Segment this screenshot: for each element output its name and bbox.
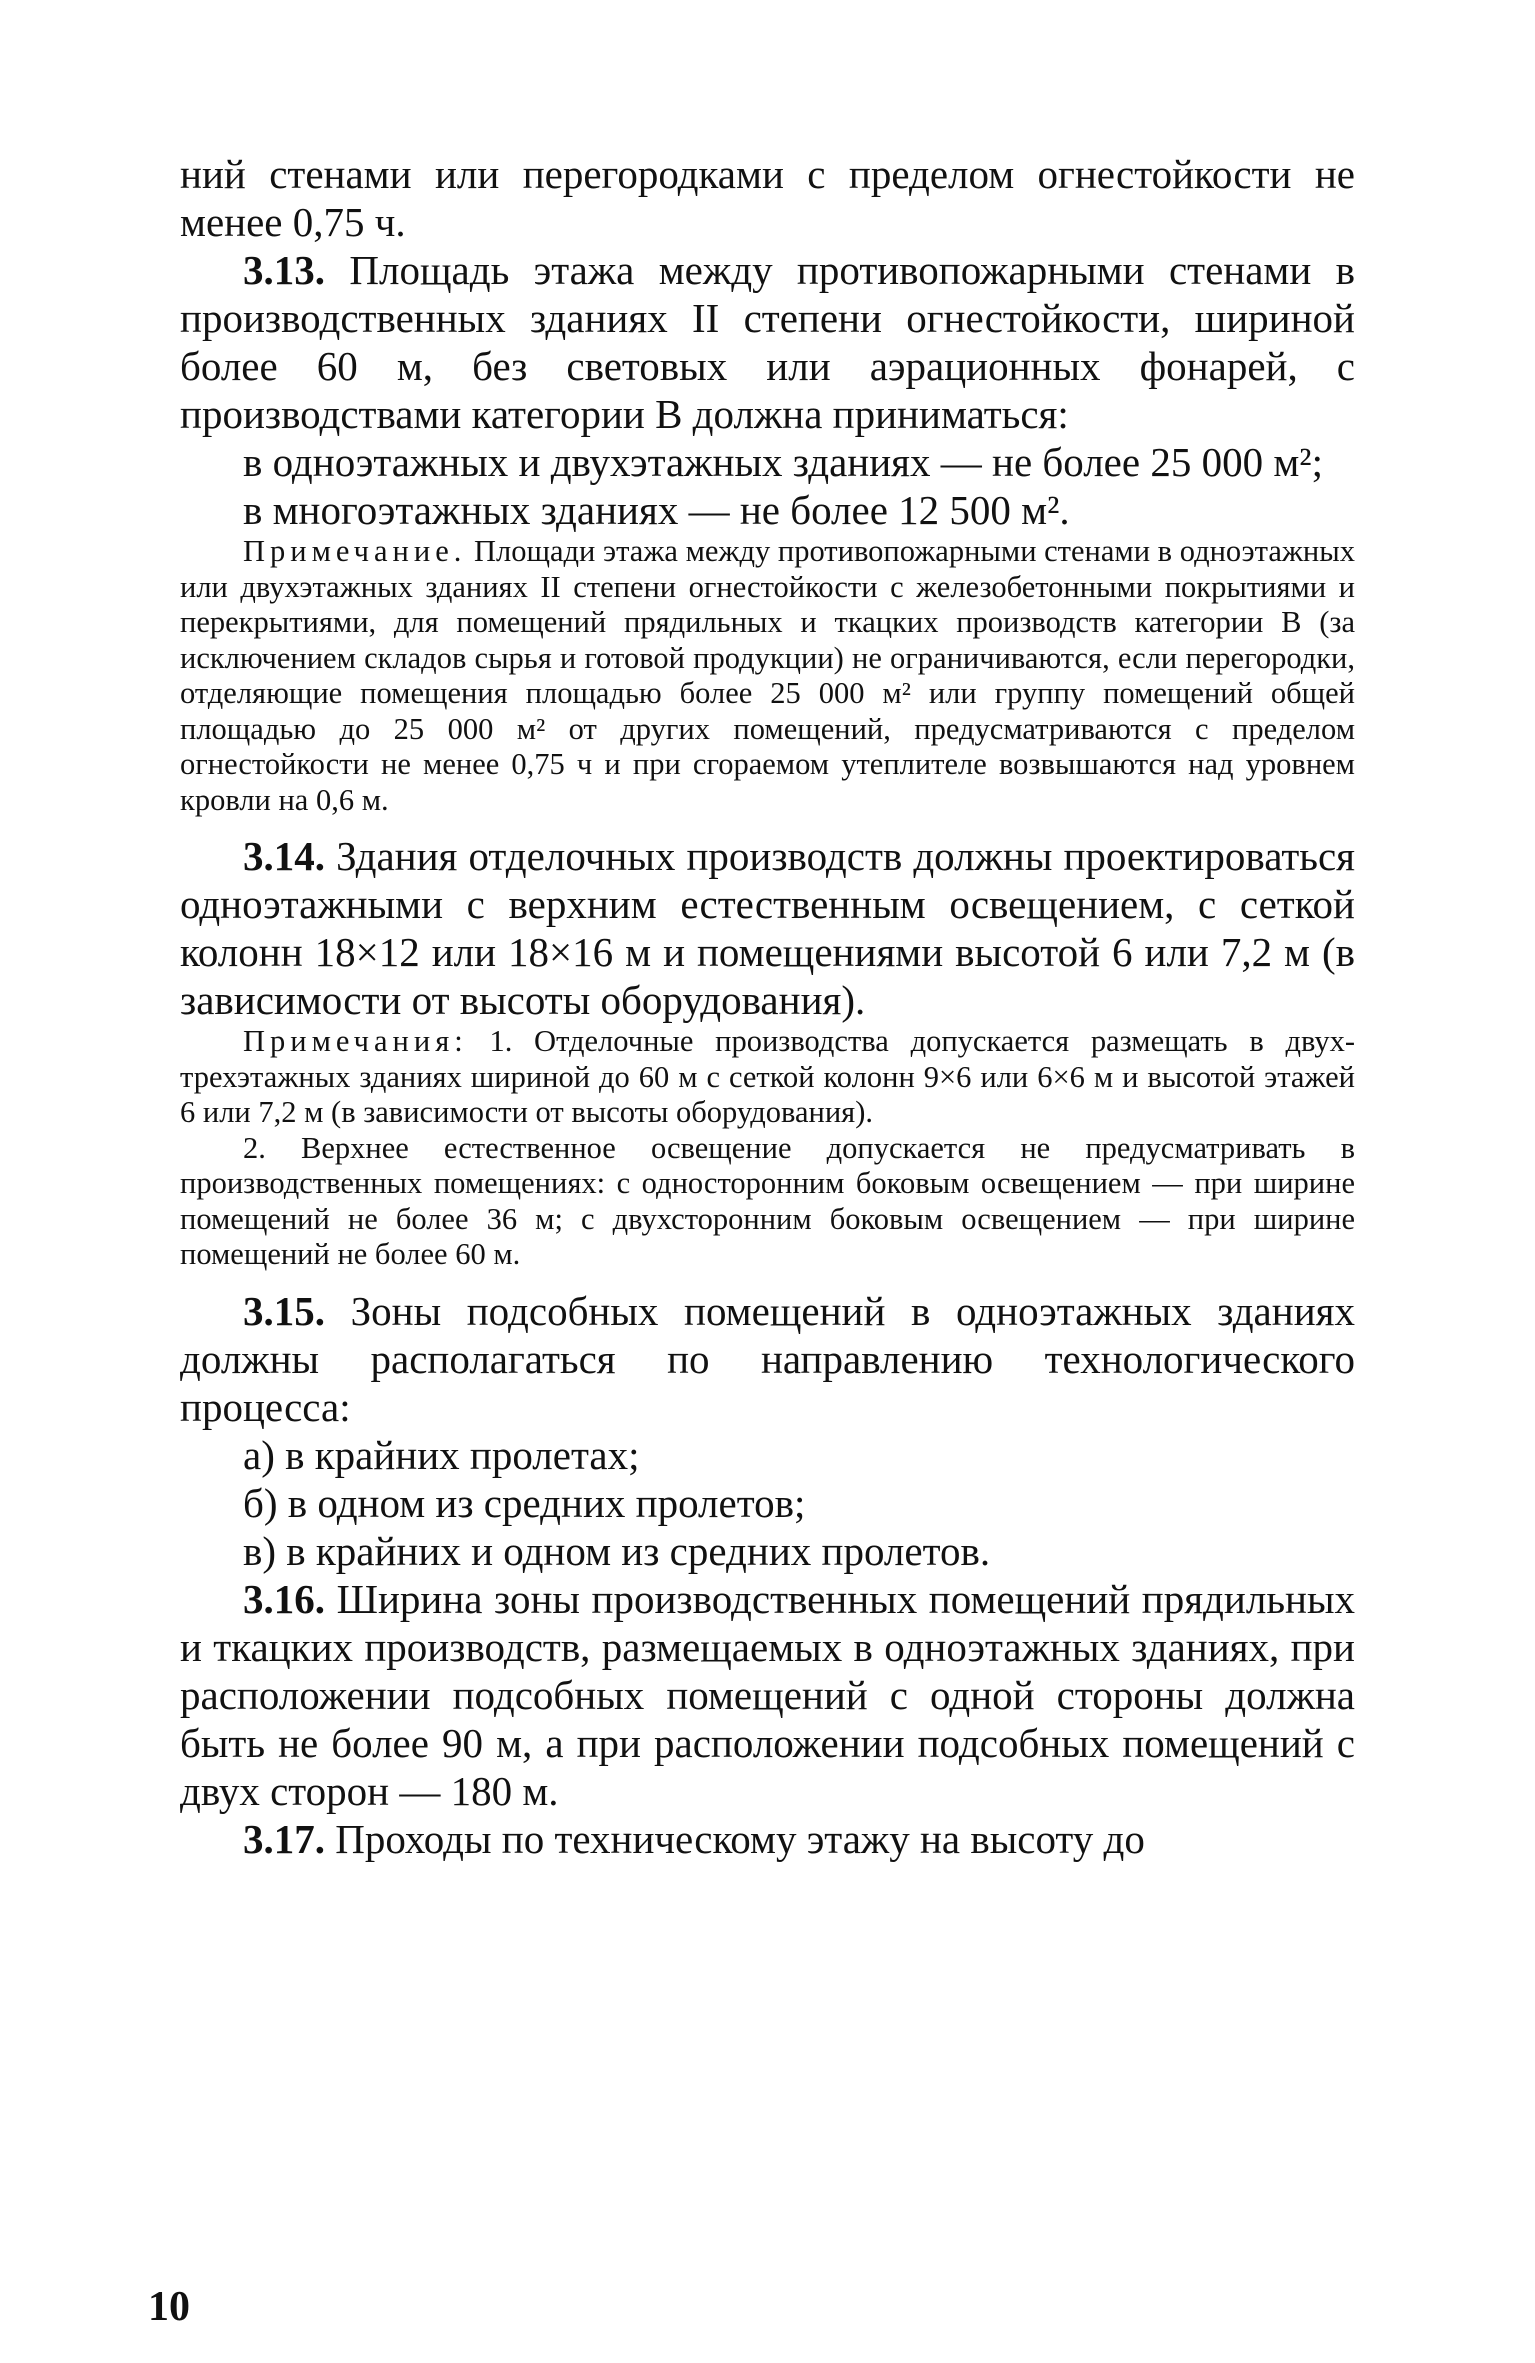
- section-number: 3.16.: [243, 1575, 325, 1622]
- note-text: 1. Отделочные производства допускается размещать в двух-трехэтажных зданиях шириной до 60 м с сеткой колонн 9×6 или 6×6 м и высотой этажей 6 или 7,2 м (в зависимости от высоты оборудования).: [180, 1024, 1355, 1129]
- section-number: 3.15.: [243, 1287, 325, 1334]
- section-text: Зоны подсобных помещений в одноэтажных зданиях должны располагаться по направлению технологического процесса:: [180, 1287, 1355, 1430]
- page-number: 10: [148, 2284, 190, 2330]
- section-text: Здания отделочных производств должны проектироваться одноэтажными с верхним естественным освещением, с сеткой колонн 18×12 или 18×16 м и помещениями высотой 6 или 7,2 м (в зависимости от высоты оборудования).: [180, 833, 1355, 1023]
- note-3-13: [180, 534, 1355, 818]
- section-3-17: [180, 1815, 1355, 1863]
- section-3-14: [180, 832, 1355, 1024]
- list-item-b: б) в одном из средних пролетов;: [243, 1479, 806, 1526]
- section-3-13-item-1: в одноэтажных и двухэтажных зданиях — не более 25 000 м²;: [243, 439, 1323, 485]
- section-3-15: [180, 1287, 1355, 1431]
- list-item-a: а) в крайних пролетах;: [243, 1431, 640, 1478]
- notes-3-14-item-2: 2. Верхнее естественное освещение допускается не предусматривать в производственных помещениях: с односторонним боковым освещением — при ширине помещений не более 36 м; с двухсторонним боковым освещением — при ширине помещений не более 60 м.: [180, 1130, 1355, 1271]
- section-3-13: [180, 246, 1355, 438]
- note-text: Площади этажа между противопожарными стенами в одноэтажных или двухэтажных зданиях II степени огнестойкости с железобетонными покрытиями и перекрытиями, для помещений прядильных и ткацких производств категории В (за исключением складов сырья и готовой продукции) не ограничиваются, если перегородки, отделяющие помещения площадью более 25 000 м² или группу помещений общей площадью до 25 000 м² от других помещений, предусматриваются с пределом огнестойкости не менее 0,75 ч и при сгораемом утеплителе возвышаются над уровнем кровли на 0,6 м.: [180, 534, 1355, 817]
- section-3-13-item-2: в многоэтажных зданиях — не более 12 500 м².: [243, 487, 1070, 533]
- section-text: Площадь этажа между противопожарными стенами в производственных зданиях II степени огнестойкости, шириной более 60 м, без световых или аэрационных фонарей, с производствами категории В должна приниматься:: [180, 247, 1356, 437]
- section-number: 3.13.: [243, 247, 325, 293]
- section-text: Проходы по техническому этажу на высоту до: [335, 1815, 1145, 1862]
- notes-label: Примечания:: [243, 1024, 468, 1058]
- intro-paragraph: ний стенами или перегородками с пределом огнестойкости не менее 0,75 ч.: [180, 151, 1355, 245]
- notes-3-14-item-1: [180, 1024, 1355, 1131]
- section-3-16: [180, 1575, 1355, 1815]
- list-item-c: в) в крайних и одном из средних пролетов.: [243, 1527, 991, 1574]
- section-number: 3.14.: [243, 833, 325, 879]
- section-number: 3.17.: [243, 1815, 325, 1862]
- section-text: Ширина зоны производственных помещений прядильных и ткацких производств, размещаемых в одноэтажных зданиях, при расположении подсобных помещений с одной стороны должна быть не более 90 м, а при расположении подсобных помещений с двух сторон — 180 м.: [180, 1575, 1356, 1814]
- note-label: Примечание.: [243, 534, 467, 568]
